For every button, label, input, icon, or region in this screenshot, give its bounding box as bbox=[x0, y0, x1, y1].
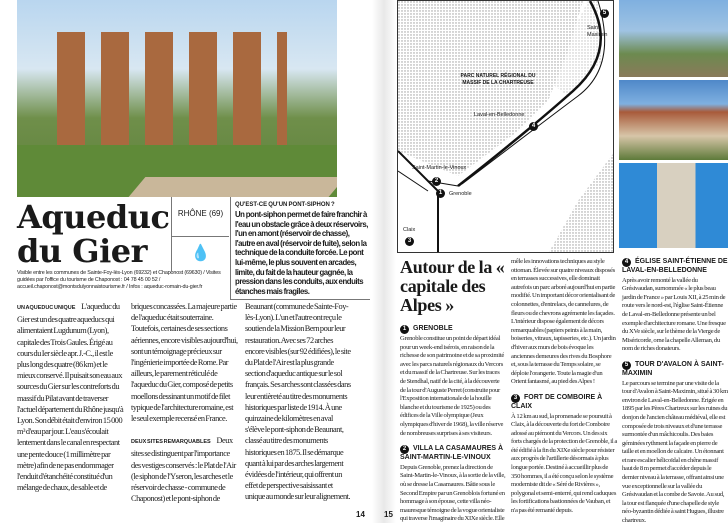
body-text: L'aqueduc du Gier est un des quatre aqueducs qui alimentaient Lugdunum (Lyon), capitale des Trois Gaules. Érigé au cours du Ier siècle apr. J.-C., il est le plus long des quatre (86 km) et le mieux conservé. Il puisait son eau aux sources du Gier sur les contreforts du massif du Pilat avant de traverser l'actuel département du Rhône jusqu'à Lyon. Son débit était d'environ 15 000 m³ d'eau par jour. L'eau s'écoulait lentement dans le canal en respectant une pente douce (1 millimètre par mètre) afin de ne pas endommager l'enduit d'étanchéité constitué d'un mélange de chaux, de sable et de briques concassées. La majeure partie de l'aqueduc bbox=[17, 302, 237, 493]
region-label: RHÔNE (69) bbox=[171, 197, 229, 237]
aqueduct-photo bbox=[17, 0, 337, 197]
body-text: de la Mission Bern pour leur restauration. Avec ses 72 arches encore visibles (sur 92 édifiées), le site du Plat de l'Air est la plus grande section d'aqueduc antique sur le sol français. Ses arches sont classées dans leur entièreté au titre des monuments historiques par liste de 1914. À une quinzaine de kilomètres en aval s'élève le pont-siphon de Beaunant, classé au titre des monuments historiques en 1875. Il se démarque quant à lui par des arches largement évidées de l'intérieur, qui offrent un effet de perspective saisissant et unique au monde sur leur alignement. bbox=[245, 324, 351, 502]
map-label-place: Saint-Maximin bbox=[587, 25, 608, 38]
section-lead: DEUX SITES REMARQUABLES bbox=[131, 439, 211, 446]
heading-text: TOUR D'AVALON À SAINT-MAXIMIN bbox=[622, 360, 724, 377]
right-article-columns bbox=[400, 258, 728, 526]
aqueduct-arches bbox=[57, 32, 287, 147]
map-terrain bbox=[398, 1, 583, 176]
map-label-place: Grenoble bbox=[449, 191, 472, 197]
map bbox=[397, 0, 614, 253]
article-section bbox=[622, 361, 728, 526]
map-label-place: Laval-en-Belledonne bbox=[474, 112, 525, 118]
title-line: Aqueduc bbox=[17, 198, 170, 236]
map-marker: 4 bbox=[529, 122, 538, 131]
section-heading bbox=[400, 445, 506, 463]
section-heading bbox=[400, 325, 506, 334]
title-line: du Gier bbox=[17, 232, 147, 270]
heading-text: GRENOBLE bbox=[413, 325, 453, 332]
map-terrain bbox=[548, 151, 614, 253]
heading-text: FORT DE COMBOIRE À CLAIX bbox=[511, 393, 603, 410]
map-label-place: Claix bbox=[403, 227, 416, 233]
section-title: Autour de la « capitale des Alpes » bbox=[400, 257, 505, 315]
path bbox=[129, 177, 337, 197]
number-badge: 3 bbox=[511, 394, 520, 403]
section-heading bbox=[511, 394, 617, 412]
number-badge: 4 bbox=[622, 258, 631, 267]
page-title bbox=[17, 200, 169, 268]
page-fold bbox=[372, 0, 396, 523]
number-badge: 2 bbox=[400, 445, 409, 454]
article-columns bbox=[17, 301, 352, 504]
photo-casamaures bbox=[619, 80, 728, 160]
photo-grenoble bbox=[619, 0, 728, 77]
article-section bbox=[622, 258, 728, 354]
body-text: Deux sites se distinguent par l'importance des vestiges conservés : le Plat de l'Air (le siphon de l'Yseron, les arches et le réservoir de chasse - commune de Chaponost) et le pont-siphon de Beaunant (commune de Sainte-Foy-lès-Lyon). L'un et l'autre ont reçu le soutien bbox=[131, 302, 349, 504]
heading-text: VILLA LA CASAMAURES À SAINT-MARTIN-LE-VINOUX bbox=[400, 445, 504, 462]
body-text: Depuis Grenoble, prenez la direction de Saint-Martin-le-Vinoux, à la sortie de la ville, où se dresse la Casamaures. Bâtie sous le Second Empire par un Grenoblois fortuné en hommage à son épouse, cette villa néo-mauresque témoigne de la vogue orientaliste qui traverse l'imaginaire du XIXe siècle. Elle mêle les innovations techniques au style ottoman. Élevée sur quatre niveaux disposés en terrasses successives, elle dominait autrefois un parc arboré aujourd'hui en partie modifié. Un important décor orientalisant de colonnettes, d'entrelacs, de cannelures, de fleurs ou de chevrons agrémente les façades. L'intérieur dispose également de décors remarquables (papiers peints à la main, boiseries, vitraux, tapisseries, etc.). Un jardin d'hiver aux murs de bois évoque les anciennes demeures des rives du Bosphore et, sous la terrasse du Temps solaire, se déploie l'orangerie. Toute la magie d'un Orient fantasmé, au pied des Alpes ! bbox=[400, 258, 616, 523]
body-text: Le parcours se termine par une visite de la tour d'Avalon à Saint-Maximin, situé à 30 km environ de Laval-en-Belledonne. Érigée en 1895 par les Pères Chartreux sur les ruines du donjon de l'ancien château médiéval, elle est composée de trois niveaux et d'une terrasse surmontée d'un mâchicoulis. Des baies géminées rythment la façade en pierre de taille et en moellon de calcaire. Un étonnant et rare escalier hélicoïdal en chêne massif haut de 8 m permet d'accéder depuis le dernier niveau à la terrasse, offrant ainsi une vue exceptionnelle sur la vallée du Grésivaudan et la combe de Savoie. Au sud, la tour est flanquée d'une chapelle de style néo-byzantin dédiée à saint Hugues, illustre chartreux. bbox=[622, 379, 728, 525]
section-lead: UN AQUEDUC UNIQUE bbox=[17, 305, 76, 311]
map-drawing bbox=[398, 1, 614, 253]
body-text: Après avoir remonté la vallée du Grésivaudan, surnommée « le plus beau jardin de France » par Louis XII, à 25 min de route vers le nord-est, l'église Saint-Étienne de Laval-en-Belledonne présente un bel exemple d'architecture romane. Une fresque du XVe siècle, sur le thème de la Vierge de Miséricorde, orne la chapelle Alleman, du nom de riches donateurs. bbox=[622, 276, 726, 353]
body-text: À 12 km au sud, la promenade se poursuit à Claix, à la découverte du fort de Comboire adossé au piémont du Vercors. Un des six forts chargés de la protection de Grenoble, il a été édifié à la fin du XIXe siècle pour résister aux progrès de l'artillerie désormais à plus longue portée. Destiné à accueillir plus de 350 hommes, il a été conçu selon le système moderniste dit de « Séré de Rivières », polygonal et semi-enterré, qui rend caduques les fortifications bastionnées de Vauban, et n'a pas été remanié depuis. bbox=[511, 412, 618, 515]
number-badge: 5 bbox=[622, 361, 631, 370]
article-section bbox=[400, 325, 506, 438]
map-label-park: PARC NATUREL RÉGIONAL DU MASSIF DE LA CHARTREUSE bbox=[460, 73, 536, 86]
water-drops-icon: 💧 bbox=[171, 237, 229, 271]
sidebox-text: Un pont-siphon permet de faire franchir à l'eau un obstacle grâce à deux réservoirs, l'un en amont (réservoir de chasse), l'autre en aval (réservoir de fuite), selon la technique de la conduite forcée. Le pont lui-même, le plus souvent en arcades, limite, du fait de la hauteur gagnée, la pression dans les conduits, aux enduits étanches mais fragiles. bbox=[235, 210, 368, 296]
body-text: Grenoble constitue un point de départ idéal pour un week-end isérois, en raison de la richesse de son patrimoine et de sa proximité avec les parcs naturels régionaux du Vercors et du massif de la Chartreuse. Sur les traces de Stendhal, natif de la cité, à la découverte de la tour d'Auguste Perret (construite pour l'Exposition internationale de la houille blanche et du tourisme de 1925) ou des édifices de la Ville olympique (Jeux olympiques d'hiver de 1968), la ville réserve de nombreuses surprises à ses visiteurs. bbox=[400, 335, 505, 437]
section-heading bbox=[622, 361, 728, 379]
body-text: était souterraine. Toutefois, certaines de ses sections aériennes, encore visibles aujourd'hui, sont un témoignage précieux sur l'ingénierie importée de Rome. Par ailleurs, le parement réticulé de l'aqueduc du Gier, composé de petits moellons dessinant un motif de filet typique de l'architecture romaine, est le seul exemple recensé en France. bbox=[131, 313, 238, 424]
practical-info: Visible entre les communes de Sainte-Foy-lès-Lyon (69232) et Chaponost (69630) / Visites guidées par l'office du tourisme de Chaponost : 04 78 45 00 52 / accueil.chaponost@montsdulyonnaistourisme.fr / Infos : aqueduc-romain-du-gier.fr bbox=[17, 270, 221, 290]
map-marker: 2 bbox=[432, 177, 441, 186]
map-label-place: Saint-Martin-le-Vinoux bbox=[412, 165, 467, 171]
sidebox-heading: QU'EST-CE QU'UN PONT-SIPHON ? bbox=[235, 202, 335, 208]
photo-tour-avalon bbox=[619, 163, 728, 248]
map-marker: 3 bbox=[405, 237, 414, 246]
page-number: 14 bbox=[356, 510, 365, 519]
number-badge: 1 bbox=[400, 325, 409, 334]
page-number: 15 bbox=[384, 510, 393, 519]
map-marker: 5 bbox=[600, 9, 609, 18]
heading-text: ÉGLISE SAINT-ÉTIENNE DE LAVAL-EN-BELLEDONNE bbox=[622, 258, 728, 274]
article-section bbox=[511, 394, 617, 516]
map-marker: 1 bbox=[436, 189, 445, 198]
section-heading bbox=[622, 258, 728, 276]
sidebox bbox=[230, 197, 370, 300]
